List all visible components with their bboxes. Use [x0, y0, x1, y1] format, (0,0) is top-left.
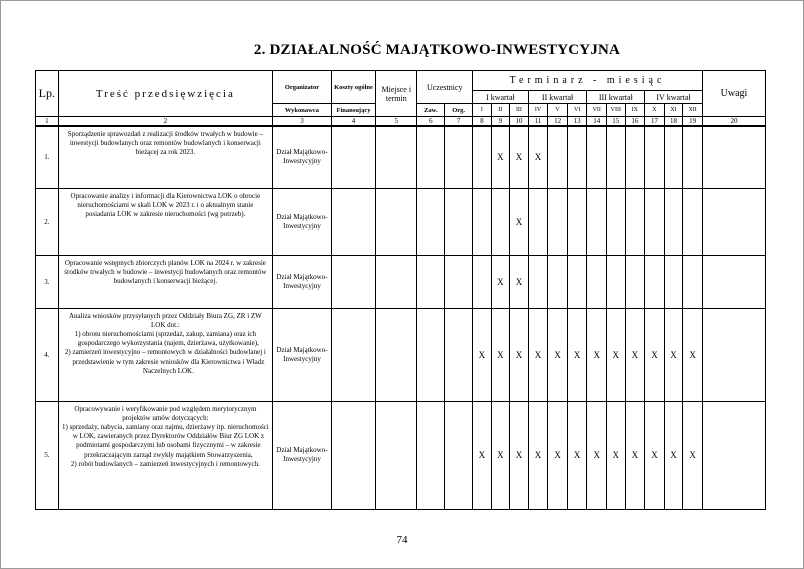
row-zaw [417, 401, 445, 509]
month-cell: X [510, 126, 529, 188]
row-tresc-line: Opracowywanie i weryfikowanie pod względem merytorycznym projektów umów dotyczących: [74, 404, 257, 422]
column-number: 2 [58, 117, 272, 127]
month-cell: X [645, 401, 665, 509]
month-cell: X [548, 401, 568, 509]
row-organizator: Dział Majątkowo-Inwestycyjny [273, 188, 332, 255]
column-number: 6 [417, 117, 445, 127]
header-month: I [473, 104, 492, 117]
month-cell [625, 255, 645, 308]
column-number: 19 [683, 117, 703, 127]
month-cell [567, 255, 587, 308]
row-lp: 4. [36, 308, 59, 401]
column-number: 15 [607, 117, 626, 127]
header-terminarz: Terminarz - miesiąc [473, 71, 703, 91]
row-koszty [331, 126, 375, 188]
month-cell: X [664, 401, 683, 509]
table-body [36, 126, 766, 509]
month-cell [587, 126, 607, 188]
row-zaw [417, 126, 445, 188]
row-tresc [58, 401, 272, 509]
month-cell: X [607, 308, 626, 401]
column-number: 13 [567, 117, 587, 127]
month-cell [607, 188, 626, 255]
month-cell [664, 255, 683, 308]
month-cell: X [491, 308, 510, 401]
row-zaw [417, 188, 445, 255]
month-cell: X [473, 308, 492, 401]
header-month: II [491, 104, 510, 117]
row-miejsce [376, 255, 417, 308]
row-organizator: Dział Majątkowo-Inwestycyjny [273, 308, 332, 401]
row-tresc-line: Opracowanie analizy i informacji dla Kierownictwa LOK o obrocie nieruchomościami w skali LOK w 2023 r. i o aktualnym stanie posiadania LOK w zakresie nieruchomości (wg potrzeb). [70, 191, 261, 218]
column-number: 14 [587, 117, 607, 127]
month-cell [587, 188, 607, 255]
column-number-row [36, 117, 766, 127]
header-month: XII [683, 104, 703, 117]
month-cell [587, 255, 607, 308]
month-cell: X [491, 255, 510, 308]
header-month: X [645, 104, 665, 117]
month-cell [683, 188, 703, 255]
header-kwartal-4: IV kwartał [645, 91, 703, 104]
row-miejsce [376, 188, 417, 255]
row-tresc-line: Opracowanie wstępnych zbiorczych planów LOK na 2024 r. w zakresie środków trwałych w budowie – inwestycji budowlanych oraz remontów budowlanych i konserwacji bieżącej. [64, 258, 267, 285]
row-org [445, 308, 473, 401]
row-uwagi [702, 255, 765, 308]
row-zaw [417, 308, 445, 401]
month-cell: X [625, 401, 645, 509]
month-cell: X [625, 308, 645, 401]
month-cell [473, 255, 492, 308]
month-cell: X [607, 401, 626, 509]
row-organizator: Dział Majątkowo-Inwestycyjny [273, 126, 332, 188]
row-uwagi [702, 401, 765, 509]
row-tresc [58, 126, 272, 188]
month-cell [473, 188, 492, 255]
column-number: 1 [36, 117, 59, 127]
month-cell: X [510, 188, 529, 255]
column-number: 8 [473, 117, 492, 127]
month-cell: X [548, 308, 568, 401]
row-org [445, 401, 473, 509]
month-cell: X [510, 255, 529, 308]
table-row [36, 188, 766, 255]
month-cell [683, 126, 703, 188]
month-cell [625, 126, 645, 188]
column-number: 11 [528, 117, 548, 127]
column-number: 5 [376, 117, 417, 127]
month-cell [645, 126, 665, 188]
row-tresc [58, 308, 272, 401]
month-cell: X [683, 308, 703, 401]
month-cell: X [587, 401, 607, 509]
month-cell: X [528, 308, 548, 401]
row-uwagi [702, 188, 765, 255]
month-cell: X [664, 308, 683, 401]
month-cell [645, 188, 665, 255]
row-uwagi [702, 308, 765, 401]
month-cell [528, 255, 548, 308]
month-cell: X [491, 126, 510, 188]
row-org [445, 126, 473, 188]
column-number: 3 [273, 117, 332, 127]
header-miejsce: Miejsce i termin [376, 71, 417, 117]
row-koszty [331, 188, 375, 255]
row-organizator: Dział Majątkowo-Inwestycyjny [273, 255, 332, 308]
month-cell [645, 255, 665, 308]
column-number: 16 [625, 117, 645, 127]
column-number: 10 [510, 117, 529, 127]
table-row [36, 308, 766, 401]
column-number: 18 [664, 117, 683, 127]
row-tresc [58, 255, 272, 308]
row-tresc-line: 1) sprzedaży, nabycia, zamiany oraz najmu, dzierżawy itp. nieruchomości w LOK, zawieranych przez Dyrektorów Oddziałów Biur ZG LOK z podmiotami gospodarczymi lub osobami fizycznymi – w zakresie przekraczającym zarząd zwykły majątkiem Stowarzyszenia, [62, 422, 269, 459]
page-number: 74 [396, 534, 408, 546]
row-lp: 1. [36, 126, 59, 188]
header-lp: Lp. [36, 71, 59, 117]
header-month: III [510, 104, 529, 117]
row-zaw [417, 255, 445, 308]
header-kwartal-3: III kwartał [587, 91, 645, 104]
month-cell [683, 255, 703, 308]
month-cell [473, 126, 492, 188]
month-cell: X [587, 308, 607, 401]
row-koszty [331, 401, 375, 509]
row-lp: 5. [36, 401, 59, 509]
month-cell [567, 188, 587, 255]
row-tresc-line: Sporządzenie sprawozdań z realizacji środków trwałych w budowie – inwestycji budowlanych oraz remontów budowlanych i konserwacji bieżącej za rok 2023. [67, 130, 263, 157]
month-cell [625, 188, 645, 255]
row-lp: 2. [36, 188, 59, 255]
header-month: IX [625, 104, 645, 117]
column-number: 12 [548, 117, 568, 127]
month-cell [528, 188, 548, 255]
month-cell [664, 126, 683, 188]
month-cell: X [528, 401, 548, 509]
month-cell: X [645, 308, 665, 401]
row-miejsce [376, 401, 417, 509]
month-cell [664, 188, 683, 255]
section-title: 2. DZIAŁALNOŚĆ MAJĄTKOWO-INWESTYCYJNA [253, 42, 621, 58]
header-month: IV [528, 104, 548, 117]
month-cell: X [473, 401, 492, 509]
column-number: 20 [702, 117, 765, 127]
row-koszty [331, 255, 375, 308]
row-tresc-line: Analiza wniosków przysyłanych przez Oddziały Biura ZG, ZR i ZW LOK dot.: [68, 311, 262, 329]
header-month: V [548, 104, 568, 117]
month-cell [548, 188, 568, 255]
row-miejsce [376, 308, 417, 401]
row-organizator: Dział Majątkowo-Inwestycyjny [273, 401, 332, 509]
header-organizator: Organizator [273, 71, 332, 104]
row-org [445, 255, 473, 308]
header-month: XI [664, 104, 683, 117]
row-org [445, 188, 473, 255]
row-lp: 3. [36, 255, 59, 308]
month-cell: X [528, 126, 548, 188]
month-cell [491, 188, 510, 255]
header-koszty: Koszty ogólne [331, 71, 375, 104]
header-month: VI [567, 104, 587, 117]
row-miejsce [376, 126, 417, 188]
header-kwartal-1: I kwartał [473, 91, 529, 104]
header-finansujacy: Finansujący [331, 104, 375, 117]
month-cell: X [510, 308, 529, 401]
month-cell: X [510, 401, 529, 509]
row-tresc [58, 188, 272, 255]
table-row [36, 126, 766, 188]
table-row [36, 255, 766, 308]
header-org: Org. [445, 104, 473, 117]
month-cell: X [567, 401, 587, 509]
header-uwagi: Uwagi [702, 71, 765, 117]
header-uczestnicy: Uczestnicy [417, 71, 473, 104]
month-cell [548, 255, 568, 308]
schedule-table [35, 70, 766, 510]
month-cell: X [567, 308, 587, 401]
table-row [36, 401, 766, 509]
row-tresc-line: 2) zamierzeń inwestycyjno – remontowych w działalności budowlanej i przedstawienie w tym zakresie wniosków dla Kierownictwa i Władz Naczelnych LOK. [64, 348, 266, 375]
month-cell [607, 255, 626, 308]
month-cell [548, 126, 568, 188]
column-number: 7 [445, 117, 473, 127]
row-koszty [331, 308, 375, 401]
header-wykonawca: Wykonawca [273, 104, 332, 117]
row-tresc-line: 2) robót budowlanych – zamierzeń inwestycyjnych i remontowych. [70, 459, 260, 468]
header-tresc: Treść przedsięwzięcia [58, 71, 272, 117]
row-tresc-line: 1) obrotu nieruchomościami (sprzedaż, zakup, zamiana) oraz ich gospodarczego wykorzystania (najem, dzierżawa, użytkowanie), [74, 329, 259, 348]
header-month: VIII [607, 104, 626, 117]
month-cell [607, 126, 626, 188]
header-zaw: Zaw. [417, 104, 445, 117]
header-kwartal-2: II kwartał [528, 91, 587, 104]
column-number: 17 [645, 117, 665, 127]
header-month: VII [587, 104, 607, 117]
column-number: 9 [491, 117, 510, 127]
month-cell [567, 126, 587, 188]
row-uwagi [702, 126, 765, 188]
month-cell: X [491, 401, 510, 509]
month-cell: X [683, 401, 703, 509]
column-number: 4 [331, 117, 375, 127]
